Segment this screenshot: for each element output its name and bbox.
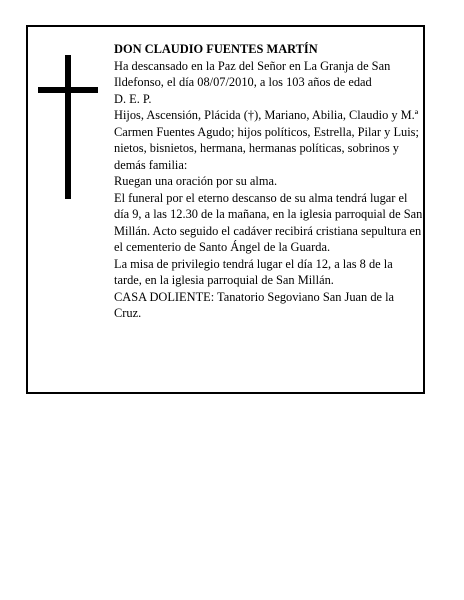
cross-vertical-bar [65,55,71,199]
funeral-home: CASA DOLIENTE: Tanatorio Segoviano San Juan de la Cruz. [114,289,395,320]
obituary-notice [26,25,425,394]
cross-icon [38,55,98,199]
notice-body [114,41,423,322]
mass-details: La misa de privilegio tendrá lugar el día 12, a las 8 de la tarde, en la iglesia parroquial de San Millán. [114,256,393,287]
rest-in-peace: D. E. P. [114,91,152,106]
deceased-name: DON CLAUDIO FUENTES MARTÍN [114,42,318,56]
death-announcement: Ha descansado en la Paz del Señor en La Granja de San Ildefonso, el día 08/07/2010, a los 103 años de edad [114,58,391,89]
funeral-details: El funeral por el eterno descanso de su alma tendrá lugar el día 9, a las 12.30 de la mañana, en la iglesia parroquial de San Millán. Acto seguido el cadáver recibirá cristiana sepultura en el cementerio de Santo Ángel de la Guarda. [114,190,423,254]
cross-horizontal-bar [38,87,98,93]
family-list: Hijos, Ascensión, Plácida (†), Mariano, Abilia, Claudio y M.ª Carmen Fuentes Agudo; hijos políticos, Estrella, Pilar y Luis; nietos, bisnietos, hermana, hermanas políticas, sobrinos y demás familia: [114,108,419,172]
prayer-request: Ruegan una oración por su alma. [114,174,278,188]
